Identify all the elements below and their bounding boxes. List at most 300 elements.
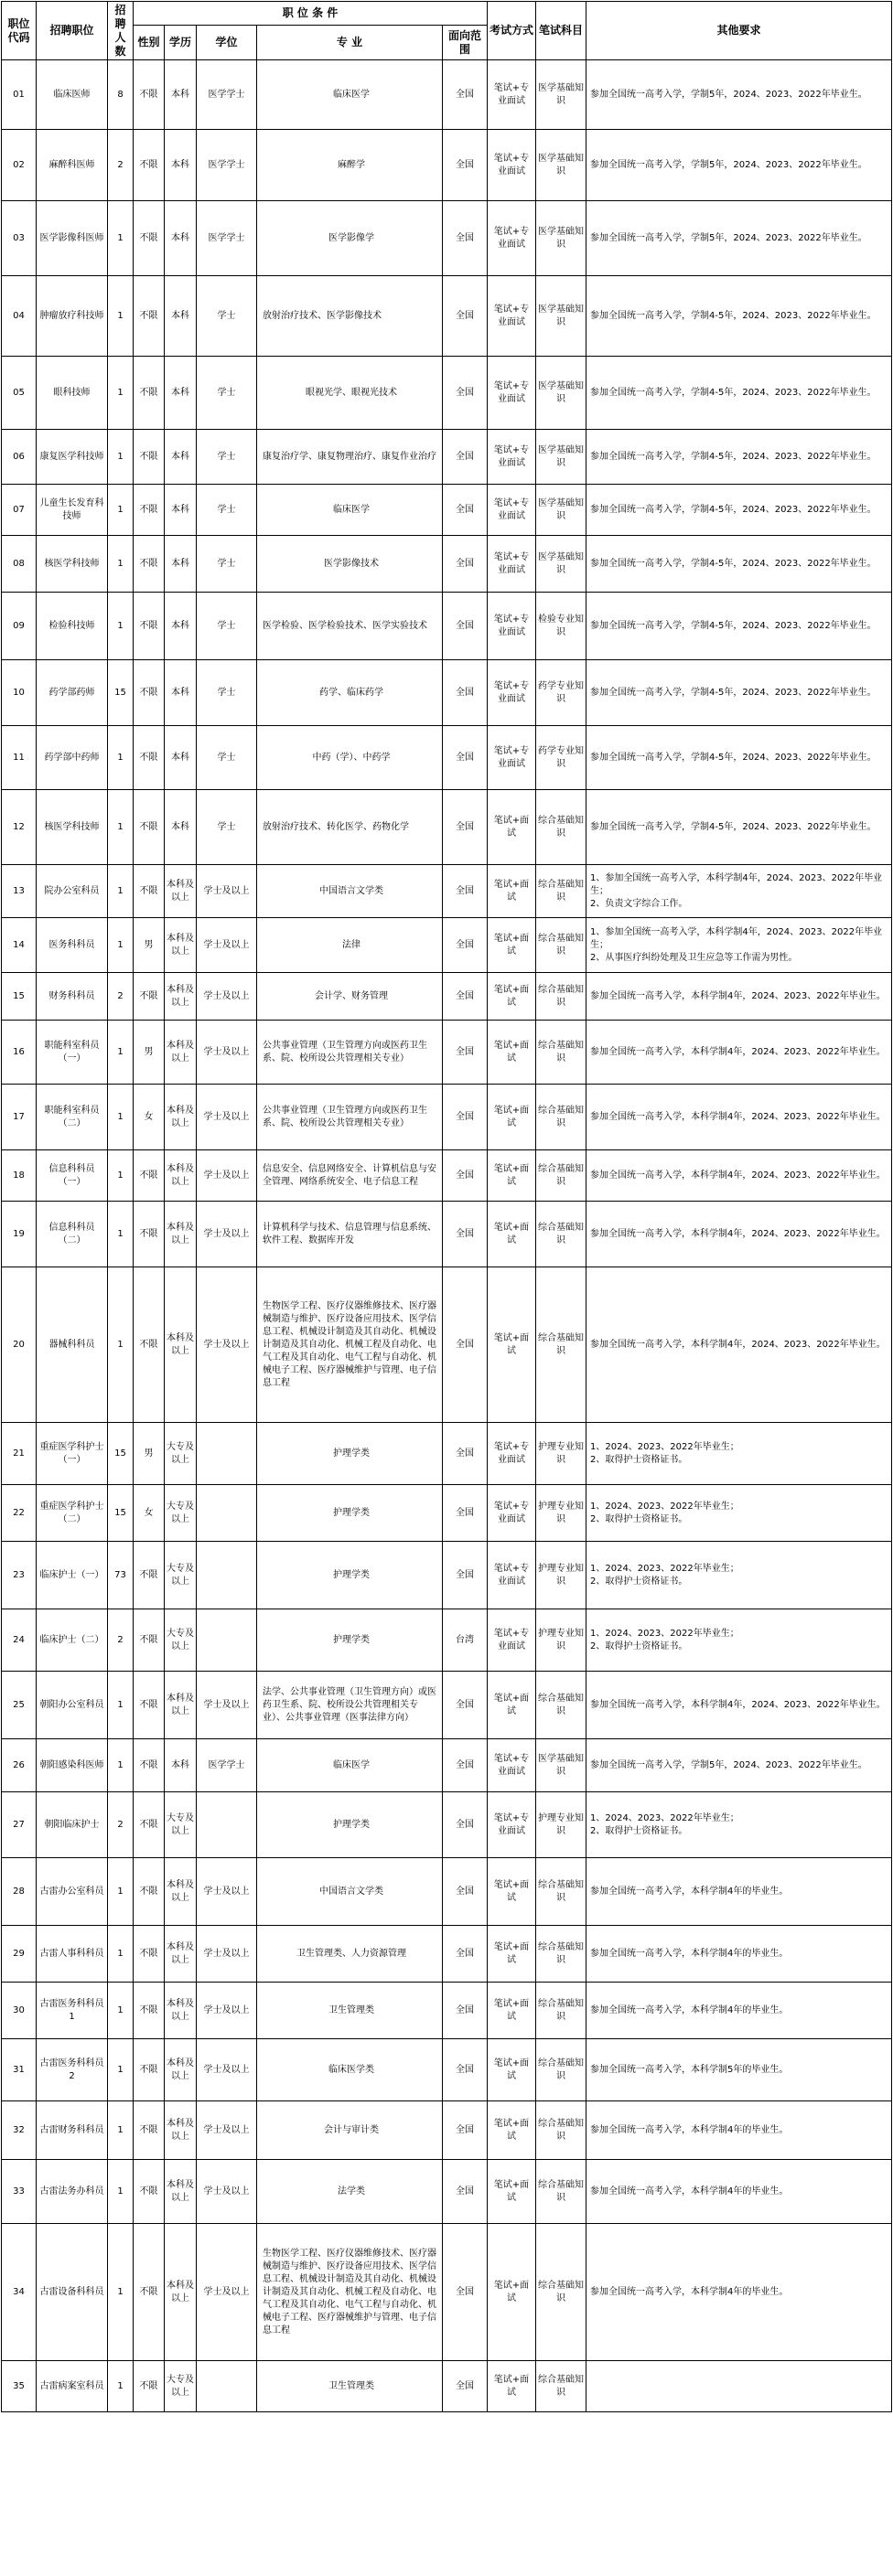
table-row: [2, 1739, 892, 1792]
row-degree: 学士及以上: [197, 1858, 257, 1926]
row-other: 参加全国统一高考入学，学制4-5年，2024、2023、2022年毕业生。: [586, 536, 892, 593]
row-count: 1: [108, 1202, 134, 1267]
row-gender: 不限: [134, 1926, 165, 1983]
row-education: 本科: [165, 130, 197, 201]
row-major: 麻醉学: [257, 130, 443, 201]
row-code: 13: [2, 865, 37, 918]
row-scope: 全国: [443, 660, 488, 726]
row-position: 眼科技师: [37, 357, 108, 430]
row-education: 本科及以上: [165, 2160, 197, 2224]
row-other: 参加全国统一高考入学，本科学制4年，2024、2023、2022年毕业生。: [586, 973, 892, 1021]
row-gender: 不限: [134, 536, 165, 593]
row-education: 本科及以上: [165, 1150, 197, 1202]
row-code: 19: [2, 1202, 37, 1267]
row-education: 本科: [165, 357, 197, 430]
row-major: 临床医学: [257, 1739, 443, 1792]
header-education: 学历: [165, 26, 197, 60]
row-degree: 学士: [197, 536, 257, 593]
table-row: [2, 2039, 892, 2101]
row-code: 31: [2, 2039, 37, 2101]
row-scope: 全国: [443, 1926, 488, 1983]
row-written-subject: 药学专业知识: [536, 726, 586, 790]
row-major: 医学影像学: [257, 201, 443, 276]
row-written-subject: 综合基础知识: [536, 1085, 586, 1150]
row-scope: 全国: [443, 1085, 488, 1150]
row-major: 医学检验、医学检验技术、医学实验技术: [257, 593, 443, 660]
row-gender: 不限: [134, 60, 165, 130]
row-other: 参加全国统一高考入学，学制4-5年，2024、2023、2022年毕业生。: [586, 790, 892, 865]
row-major: 护理学类: [257, 1792, 443, 1858]
row-education: 本科: [165, 276, 197, 357]
row-code: 07: [2, 485, 37, 536]
row-other: 参加全国统一高考入学，本科学制4年的毕业生。: [586, 2224, 892, 2361]
row-education: 大专及以上: [165, 1542, 197, 1609]
row-count: 1: [108, 1672, 134, 1739]
row-gender: 不限: [134, 2361, 165, 2412]
row-major: 会计学、财务管理: [257, 973, 443, 1021]
row-education: 本科: [165, 201, 197, 276]
row-scope: 全国: [443, 1021, 488, 1085]
row-other: 1、2024、2023、2022年毕业生； 2、取得护士资格证书。: [586, 1609, 892, 1672]
row-exam-method: 笔试+面试: [488, 973, 536, 1021]
row-other: 参加全国统一高考入学，本科学制4年的毕业生。: [586, 1983, 892, 2039]
row-position: 重症医学科护士（二）: [37, 1485, 108, 1542]
row-degree: 学士: [197, 485, 257, 536]
table-row: [2, 593, 892, 660]
table-row: [2, 130, 892, 201]
row-education: 本科及以上: [165, 2101, 197, 2160]
row-code: 32: [2, 2101, 37, 2160]
row-education: 本科及以上: [165, 2039, 197, 2101]
row-degree: 学士: [197, 790, 257, 865]
row-degree: 学士及以上: [197, 1267, 257, 1423]
row-scope: 全国: [443, 130, 488, 201]
row-exam-method: 笔试+面试: [488, 1150, 536, 1202]
recruitment-table: [1, 1, 892, 2412]
row-code: 33: [2, 2160, 37, 2224]
row-major: 法学、公共事业管理（卫生管理方向）或医药卫生系、院、校所设公共管理相关专业）、公共事业管理（医事法律方向）: [257, 1672, 443, 1739]
row-position: 朝阳办公室科员: [37, 1672, 108, 1739]
row-count: 1: [108, 726, 134, 790]
row-gender: 不限: [134, 1739, 165, 1792]
row-count: 1: [108, 2160, 134, 2224]
row-code: 34: [2, 2224, 37, 2361]
row-written-subject: 综合基础知识: [536, 2224, 586, 2361]
header-position: 招聘职位: [37, 2, 108, 60]
row-degree: 学士及以上: [197, 2224, 257, 2361]
header-conditions: 职 位 条 件: [134, 2, 488, 26]
row-other: 参加全国统一高考入学，本科学制4年的毕业生。: [586, 1858, 892, 1926]
row-code: 18: [2, 1150, 37, 1202]
row-degree: [197, 2361, 257, 2412]
row-other: 参加全国统一高考入学，学制5年，2024、2023、2022年毕业生。: [586, 201, 892, 276]
row-position: 药学部药师: [37, 660, 108, 726]
row-count: 2: [108, 1792, 134, 1858]
row-degree: 学士及以上: [197, 1672, 257, 1739]
row-education: 本科: [165, 660, 197, 726]
row-count: 1: [108, 1983, 134, 2039]
row-major: 医学影像技术: [257, 536, 443, 593]
row-scope: 全国: [443, 1542, 488, 1609]
row-gender: 不限: [134, 1609, 165, 1672]
row-major: 临床医学类: [257, 2039, 443, 2101]
row-gender: 不限: [134, 726, 165, 790]
row-scope: 全国: [443, 1672, 488, 1739]
row-degree: 学士及以上: [197, 2160, 257, 2224]
header-written-subject: 笔试科目: [536, 2, 586, 60]
row-code: 22: [2, 1485, 37, 1542]
table-body: [2, 60, 892, 2412]
row-gender: 女: [134, 1085, 165, 1150]
row-other: 参加全国统一高考入学，本科学制4年，2024、2023、2022年毕业生。: [586, 1021, 892, 1085]
row-position: 古雷人事科科员: [37, 1926, 108, 1983]
row-gender: 不限: [134, 1202, 165, 1267]
row-education: 本科及以上: [165, 1983, 197, 2039]
row-major: 生物医学工程、医疗仪器维修技术、医疗器械制造与维护、医疗设备应用技术、医学信息工程、机械设计制造及其自动化、机械设计制造及其自动化、机械工程及自动化、电气工程及其自动化、电气工程与自动化、机械电子工程、医疗器械维护与管理、电子信息工程: [257, 2224, 443, 2361]
row-education: 本科: [165, 485, 197, 536]
row-count: 1: [108, 1926, 134, 1983]
row-position: 古雷法务办科员: [37, 2160, 108, 2224]
table-row: [2, 1085, 892, 1150]
row-exam-method: 笔试+专业面试: [488, 1542, 536, 1609]
row-written-subject: 综合基础知识: [536, 2361, 586, 2412]
table-row: [2, 60, 892, 130]
row-written-subject: 综合基础知识: [536, 1672, 586, 1739]
row-written-subject: 综合基础知识: [536, 1021, 586, 1085]
table-row: [2, 430, 892, 485]
table-row: [2, 790, 892, 865]
row-code: 21: [2, 1423, 37, 1485]
header-exam-method: 考试方式: [488, 2, 536, 60]
row-major: 临床医学: [257, 60, 443, 130]
row-written-subject: 药学专业知识: [536, 660, 586, 726]
row-gender: 不限: [134, 973, 165, 1021]
table-row: [2, 1202, 892, 1267]
row-exam-method: 笔试+面试: [488, 1672, 536, 1739]
row-major: 会计与审计类: [257, 2101, 443, 2160]
row-exam-method: 笔试+专业面试: [488, 1609, 536, 1672]
row-gender: 男: [134, 1021, 165, 1085]
row-gender: 不限: [134, 2160, 165, 2224]
row-count: 1: [108, 1021, 134, 1085]
row-major: 护理学类: [257, 1609, 443, 1672]
row-written-subject: 医学基础知识: [536, 130, 586, 201]
row-code: 23: [2, 1542, 37, 1609]
row-education: 本科: [165, 430, 197, 485]
row-count: 15: [108, 1485, 134, 1542]
row-position: 职能科室科员（二）: [37, 1085, 108, 1150]
row-scope: 全国: [443, 1423, 488, 1485]
row-other: 参加全国统一高考入学，学制4-5年，2024、2023、2022年毕业生。: [586, 593, 892, 660]
row-major: 护理学类: [257, 1485, 443, 1542]
table-row: [2, 1672, 892, 1739]
row-other: 参加全国统一高考入学，学制4-5年，2024、2023、2022年毕业生。: [586, 357, 892, 430]
row-exam-method: 笔试+专业面试: [488, 201, 536, 276]
row-other: 1、参加全国统一高考入学，本科学制4年，2024、2023、2022年毕业生； 2、从事医疗纠纷处理及卫生应急等工作需为男性。: [586, 918, 892, 973]
row-education: 本科及以上: [165, 1202, 197, 1267]
row-other: 参加全国统一高考入学，本科学制4年，2024、2023、2022年毕业生。: [586, 1150, 892, 1202]
row-count: 1: [108, 201, 134, 276]
row-count: 2: [108, 973, 134, 1021]
row-exam-method: 笔试+面试: [488, 1926, 536, 1983]
row-scope: 台湾: [443, 1609, 488, 1672]
row-exam-method: 笔试+面试: [488, 1267, 536, 1423]
row-degree: 医学学士: [197, 60, 257, 130]
row-count: 1: [108, 485, 134, 536]
row-written-subject: 综合基础知识: [536, 1858, 586, 1926]
row-exam-method: 笔试+面试: [488, 2160, 536, 2224]
row-count: 1: [108, 790, 134, 865]
row-position: 古雷办公室科员: [37, 1858, 108, 1926]
table-row: [2, 2160, 892, 2224]
table-row: [2, 2224, 892, 2361]
row-exam-method: 笔试+专业面试: [488, 430, 536, 485]
row-written-subject: 综合基础知识: [536, 865, 586, 918]
row-count: 1: [108, 2361, 134, 2412]
row-written-subject: 医学基础知识: [536, 357, 586, 430]
row-major: 卫生管理类、人力资源管理: [257, 1926, 443, 1983]
row-scope: 全国: [443, 1267, 488, 1423]
row-degree: [197, 1542, 257, 1609]
row-code: 12: [2, 790, 37, 865]
row-degree: 学士: [197, 660, 257, 726]
row-scope: 全国: [443, 2160, 488, 2224]
row-degree: 学士: [197, 276, 257, 357]
row-count: 1: [108, 357, 134, 430]
row-other: 参加全国统一高考入学，本科学制4年的毕业生。: [586, 1926, 892, 1983]
row-count: 1: [108, 1858, 134, 1926]
row-education: 大专及以上: [165, 1792, 197, 1858]
table-row: [2, 973, 892, 1021]
row-count: 1: [108, 2101, 134, 2160]
row-position: 职能科室科员（一）: [37, 1021, 108, 1085]
row-count: 1: [108, 536, 134, 593]
row-written-subject: 综合基础知识: [536, 1267, 586, 1423]
row-degree: 医学学士: [197, 1739, 257, 1792]
row-written-subject: 医学基础知识: [536, 276, 586, 357]
row-code: 10: [2, 660, 37, 726]
row-count: 1: [108, 2224, 134, 2361]
row-major: 信息安全、信息网络安全、计算机信息与安全管理、网络系统安全、电子信息工程: [257, 1150, 443, 1202]
row-written-subject: 综合基础知识: [536, 1983, 586, 2039]
row-count: 1: [108, 593, 134, 660]
table-row: [2, 357, 892, 430]
row-written-subject: 护理专业知识: [536, 1609, 586, 1672]
row-education: 大专及以上: [165, 1423, 197, 1485]
row-degree: 学士及以上: [197, 2039, 257, 2101]
row-exam-method: 笔试+专业面试: [488, 1739, 536, 1792]
row-exam-method: 笔试+面试: [488, 1021, 536, 1085]
row-gender: 不限: [134, 593, 165, 660]
row-code: 30: [2, 1983, 37, 2039]
table-row: [2, 1926, 892, 1983]
row-scope: 全国: [443, 485, 488, 536]
table-row: [2, 660, 892, 726]
row-education: 本科及以上: [165, 973, 197, 1021]
row-exam-method: 笔试+面试: [488, 865, 536, 918]
row-exam-method: 笔试+面试: [488, 1085, 536, 1150]
row-other: 1、2024、2023、2022年毕业生； 2、取得护士资格证书。: [586, 1542, 892, 1609]
row-code: 05: [2, 357, 37, 430]
row-degree: 学士及以上: [197, 1983, 257, 2039]
row-gender: 不限: [134, 2101, 165, 2160]
row-scope: 全国: [443, 1792, 488, 1858]
row-position: 财务科科员: [37, 973, 108, 1021]
row-position: 康复医学科技师: [37, 430, 108, 485]
row-other: 参加全国统一高考入学，学制4-5年，2024、2023、2022年毕业生。: [586, 726, 892, 790]
row-major: 护理学类: [257, 1423, 443, 1485]
row-scope: 全国: [443, 726, 488, 790]
row-education: 本科及以上: [165, 2224, 197, 2361]
row-count: 1: [108, 1267, 134, 1423]
row-written-subject: 护理专业知识: [536, 1423, 586, 1485]
row-other: 参加全国统一高考入学，学制4-5年，2024、2023、2022年毕业生。: [586, 485, 892, 536]
row-exam-method: 笔试+面试: [488, 2224, 536, 2361]
row-written-subject: 护理专业知识: [536, 1792, 586, 1858]
row-other: 参加全国统一高考入学，学制4-5年，2024、2023、2022年毕业生。: [586, 660, 892, 726]
header-degree: 学位: [197, 26, 257, 60]
row-exam-method: 笔试+专业面试: [488, 536, 536, 593]
row-gender: 不限: [134, 1792, 165, 1858]
row-other: 参加全国统一高考入学，本科学制4年，2024、2023、2022年毕业生。: [586, 1202, 892, 1267]
row-major: 卫生管理类: [257, 1983, 443, 2039]
row-exam-method: 笔试+专业面试: [488, 660, 536, 726]
row-written-subject: 综合基础知识: [536, 918, 586, 973]
table-row: [2, 276, 892, 357]
row-code: 25: [2, 1672, 37, 1739]
row-exam-method: 笔试+面试: [488, 918, 536, 973]
row-count: 15: [108, 660, 134, 726]
row-other: 1、2024、2023、2022年毕业生； 2、取得护士资格证书。: [586, 1485, 892, 1542]
row-code: 29: [2, 1926, 37, 1983]
row-code: 04: [2, 276, 37, 357]
row-degree: 学士及以上: [197, 918, 257, 973]
row-code: 16: [2, 1021, 37, 1085]
row-position: 古雷病案室科员: [37, 2361, 108, 2412]
row-code: 28: [2, 1858, 37, 1926]
row-degree: [197, 1485, 257, 1542]
row-code: 17: [2, 1085, 37, 1150]
row-position: 朝阳感染科医师: [37, 1739, 108, 1792]
row-written-subject: 医学基础知识: [536, 536, 586, 593]
row-education: 本科: [165, 536, 197, 593]
row-scope: 全国: [443, 2224, 488, 2361]
row-code: 14: [2, 918, 37, 973]
row-exam-method: 笔试+专业面试: [488, 1792, 536, 1858]
row-major: 康复治疗学、康复物理治疗、康复作业治疗: [257, 430, 443, 485]
header-major: 专 业: [257, 26, 443, 60]
row-major: 公共事业管理（卫生管理方向或医药卫生系、院、校所设公共管理相关专业）: [257, 1021, 443, 1085]
row-position: 古雷医务科科员1: [37, 1983, 108, 2039]
row-scope: 全国: [443, 790, 488, 865]
row-gender: 不限: [134, 790, 165, 865]
row-position: 医学影像科医师: [37, 201, 108, 276]
row-count: 8: [108, 60, 134, 130]
row-written-subject: 医学基础知识: [536, 430, 586, 485]
row-position: 古雷设备科科员: [37, 2224, 108, 2361]
row-scope: 全国: [443, 430, 488, 485]
table-row: [2, 1542, 892, 1609]
row-exam-method: 笔试+专业面试: [488, 130, 536, 201]
row-degree: 学士: [197, 726, 257, 790]
row-major: 中药（学）、中药学: [257, 726, 443, 790]
row-degree: 医学学士: [197, 201, 257, 276]
row-exam-method: 笔试+专业面试: [488, 60, 536, 130]
row-code: 03: [2, 201, 37, 276]
row-scope: 全国: [443, 2101, 488, 2160]
table-row: [2, 1858, 892, 1926]
row-count: 1: [108, 430, 134, 485]
row-degree: 学士及以上: [197, 1085, 257, 1150]
row-scope: 全国: [443, 2361, 488, 2412]
row-gender: 男: [134, 918, 165, 973]
row-exam-method: 笔试+面试: [488, 1202, 536, 1267]
row-written-subject: 综合基础知识: [536, 2039, 586, 2101]
row-education: 本科及以上: [165, 1267, 197, 1423]
row-position: 临床护士（一）: [37, 1542, 108, 1609]
row-scope: 全国: [443, 357, 488, 430]
row-major: 中国语言文学类: [257, 865, 443, 918]
row-code: 15: [2, 973, 37, 1021]
row-exam-method: 笔试+专业面试: [488, 726, 536, 790]
row-written-subject: 医学基础知识: [536, 1739, 586, 1792]
table-row: [2, 726, 892, 790]
row-gender: 女: [134, 1485, 165, 1542]
row-exam-method: 笔试+专业面试: [488, 357, 536, 430]
table-row: [2, 1150, 892, 1202]
row-education: 本科及以上: [165, 1672, 197, 1739]
row-scope: 全国: [443, 593, 488, 660]
row-position: 医务科科员: [37, 918, 108, 973]
header-count: 招聘人数: [108, 2, 134, 60]
row-other: 参加全国统一高考入学，本科学制5年的毕业生。: [586, 2039, 892, 2101]
table-header: [2, 2, 892, 60]
row-count: 2: [108, 1609, 134, 1672]
row-position: 信息科科员（一）: [37, 1150, 108, 1202]
row-exam-method: 笔试+专业面试: [488, 593, 536, 660]
table-row: [2, 1792, 892, 1858]
row-exam-method: 笔试+专业面试: [488, 276, 536, 357]
row-position: 核医学科技师: [37, 790, 108, 865]
row-scope: 全国: [443, 1150, 488, 1202]
row-written-subject: 综合基础知识: [536, 1926, 586, 1983]
row-count: 1: [108, 918, 134, 973]
row-scope: 全国: [443, 1739, 488, 1792]
row-exam-method: 笔试+专业面试: [488, 485, 536, 536]
row-major: 中国语言文学类: [257, 1858, 443, 1926]
row-written-subject: 综合基础知识: [536, 1150, 586, 1202]
row-exam-method: 笔试+专业面试: [488, 1485, 536, 1542]
row-position: 重症医学科护士（一）: [37, 1423, 108, 1485]
row-gender: 不限: [134, 485, 165, 536]
table-row: [2, 1485, 892, 1542]
row-code: 20: [2, 1267, 37, 1423]
row-count: 1: [108, 1085, 134, 1150]
row-degree: 学士及以上: [197, 1926, 257, 1983]
row-gender: 不限: [134, 430, 165, 485]
header-other: 其他要求: [586, 2, 892, 60]
row-major: 生物医学工程、医疗仪器维修技术、医疗器械制造与维护、医疗设备应用技术、医学信息工程、机械设计制造及其自动化、机械设计制造及其自动化、机械工程及自动化、电气工程及其自动化、电气工程与自动化、机械电子工程、医疗器械维护与管理、电子信息工程: [257, 1267, 443, 1423]
row-education: 本科: [165, 60, 197, 130]
row-degree: 学士及以上: [197, 865, 257, 918]
table-row: [2, 1021, 892, 1085]
row-code: 02: [2, 130, 37, 201]
row-scope: 全国: [443, 1202, 488, 1267]
row-code: 09: [2, 593, 37, 660]
row-other: [586, 2361, 892, 2412]
header-gender: 性别: [134, 26, 165, 60]
row-written-subject: 综合基础知识: [536, 2160, 586, 2224]
